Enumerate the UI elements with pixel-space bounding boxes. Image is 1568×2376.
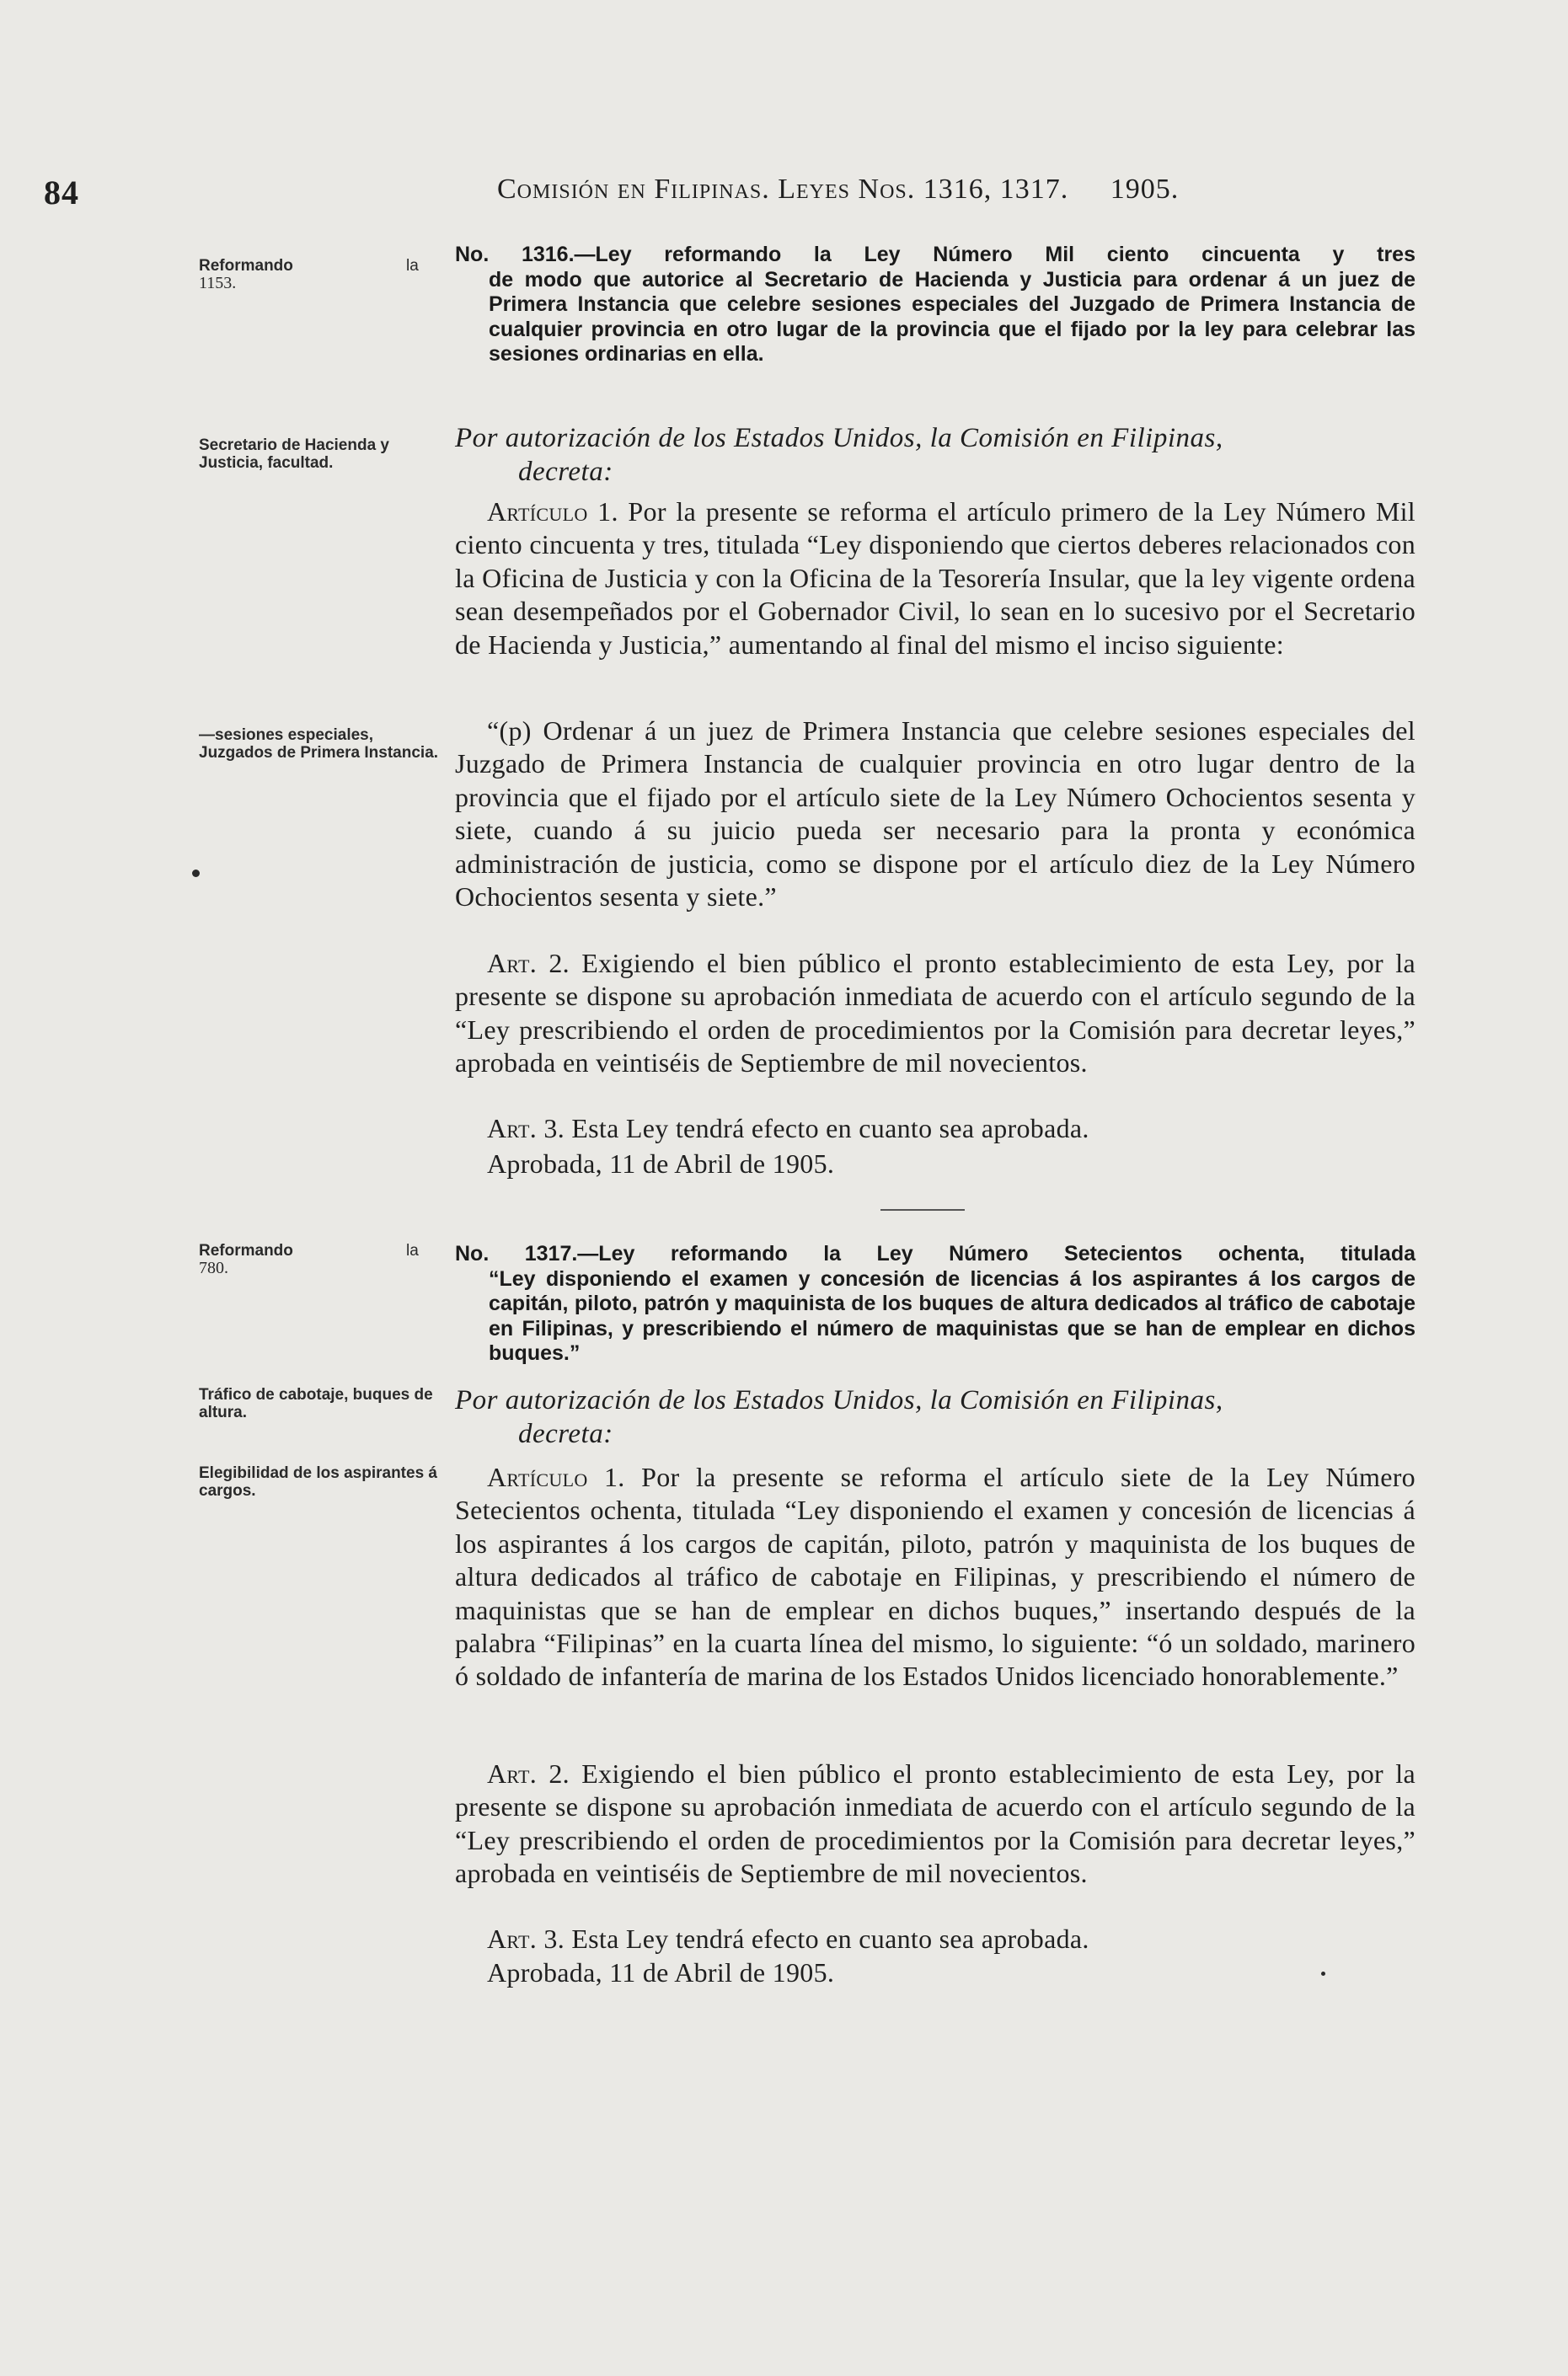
article-label: Art. 3. (487, 1924, 565, 1954)
decreta-label: decreta: (518, 457, 613, 487)
article-3-1316 (455, 1112, 1415, 1145)
article-1-1316 (455, 495, 1415, 661)
article-text: Por la presente se reforma el artículo primero de la Ley Número Mil ciento cincuenta y tres, titulada “Ley disponiendo que ciertos deberes relacionados con la Oficina de Justicia y con la Oficina de la Tesorería Insular, que la ley vigente ordena sean desempeñados por el Gobernador Civil, lo sean en lo sucesivo por el Secretario de Hacienda y Justicia,” aumentando al final del mismo el inciso siguiente: (455, 496, 1415, 660)
article-3-1317 (455, 1923, 1415, 1956)
article-text: Por la presente se reforma el artículo siete de la Ley Número Setecientos ochenta, titulada “Ley disponiendo el examen y concesión de licencias á los aspirantes á los cargos de capitán, piloto, patrón y maquinista de los buques de altura dedicados al tráfico de cabotaje en Filipinas, y prescribiendo el número de maquinistas que se han de emplear en dichos buques,” insertando después de la palabra “Filipinas” en la cuarta línea del mismo, lo siguiente: “ó un soldado, marinero ó soldado de infantería de marina de los Estados Unidos licenciado honorablemente.” (455, 1462, 1415, 1692)
act-title-first-line: No. 1317.—Ley reformando la Ley Número Setecientos ochenta, titulada (455, 1242, 1415, 1266)
margin-note-trafico: Tráfico de cabotaje, buques de altura. (199, 1386, 433, 1421)
article-text: Exigiendo el bien público el pronto establecimiento de esta Ley, por la presente se dispone su aprobación inmediata de acuerdo con el artículo segundo de la “Ley prescribiendo el orden de procedimientos por la Comisión para decretar leyes,” aprobada en veintiséis de Septiembre de mil novecientos. (455, 948, 1415, 1078)
margin-reform-code: 780. (199, 1259, 228, 1277)
margin-note-elegibilidad: Elegibilidad de los aspirantes á cargos. (199, 1464, 437, 1500)
article-label: Art. 2. (487, 948, 570, 978)
scan-speck (192, 870, 200, 877)
page-number: 84 (44, 174, 79, 211)
act-title-body: de modo que autorice al Secretario de Hacienda y Justicia para ordenar á un juez de Primera Instancia que celebre sesiones especiales del Juzgado de Primera Instancia de cualquier provincia en otro lugar de la provincia que el fijado por la ley para celebrar las sesiones ordinarias en ella. (489, 267, 1415, 366)
enacting-clause-1317 (455, 1383, 1415, 1451)
act-title-1316 (455, 243, 1415, 367)
section-divider (880, 1209, 965, 1211)
running-head-year: 1905. (1110, 174, 1180, 205)
running-head (497, 174, 1179, 206)
decreta-label: decreta: (518, 1419, 613, 1449)
article-2-1316 (455, 947, 1415, 1080)
margin-note-secretario: Secretario de Hacienda y Justicia, facultad. (199, 436, 389, 472)
approval-date-1317: Aprobada, 11 de Abril de 1905. (487, 1957, 835, 1988)
article-label: Artículo 1. (487, 496, 618, 527)
running-head-title: Comisión en Filipinas. Leyes Nos. 1316, 1317. (497, 174, 1069, 205)
scan-speck (1321, 1972, 1325, 1976)
article-text: Esta Ley tendrá efecto en cuanto sea aprobada. (571, 1924, 1089, 1954)
act-title-first-line: No. 1316.—Ley reformando la Ley Número Mil ciento cincuenta y tres (455, 243, 1415, 266)
article-1-1317 (455, 1461, 1415, 1694)
margin-reform-la: la (406, 257, 419, 275)
act-title-1317 (455, 1242, 1415, 1367)
margin-reform-code: 1153. (199, 274, 237, 292)
margin-note-sesiones: —sesiones especiales, Juzgados de Primera Instancia. (199, 726, 439, 762)
approval-date-1316: Aprobada, 11 de Abril de 1905. (487, 1148, 835, 1179)
article-2-1317 (455, 1758, 1415, 1891)
article-text: Esta Ley tendrá efecto en cuanto sea aprobada. (571, 1113, 1089, 1143)
article-label: Art. 2. (487, 1758, 570, 1789)
margin-note-reformando-1317 (199, 1242, 443, 1277)
margin-note-reformando-1316 (199, 257, 443, 292)
margin-reform-label: Reformando (199, 257, 293, 275)
margin-reform-label: Reformando (199, 1242, 293, 1260)
enacting-clause-1316 (455, 421, 1415, 489)
inciso-p: “(p) Ordenar á un juez de Primera Instancia que celebre sesiones especiales del Juzgado de Primera Instancia de cualquier provincia en otro lugar dentro de la provincia que el fijado por el artículo siete de la Ley Número Ochocientos sesenta y siete, cuando á su juicio pueda ser necesario para la pronta y económica administración de justicia, como se dispone por el artículo diez de la Ley Número Ochocientos sesenta y siete.” (455, 715, 1415, 912)
article-label: Artículo 1. (487, 1462, 625, 1492)
margin-reform-la: la (406, 1242, 419, 1260)
act-title-body: “Ley disponiendo el examen y concesión de licencias á los aspirantes á los cargos de capitán, piloto, patrón y maquinista de los buques de altura dedicados al tráfico de cabotaje en Filipinas, y prescribiendo el número de maquinistas que se han de emplear en dichos buques.” (489, 1266, 1415, 1365)
enacting-text: Por autorización de los Estados Unidos, la Comisión en Filipinas, (455, 1385, 1223, 1415)
article-text: Exigiendo el bien público el pronto establecimiento de esta Ley, por la presente se dispone su aprobación inmediata de acuerdo con el artículo segundo de la “Ley prescribiendo el orden de procedimientos por la Comisión para decretar leyes,” aprobada en veintiséis de Septiembre de mil novecientos. (455, 1758, 1415, 1889)
article-label: Art. 3. (487, 1113, 565, 1143)
enacting-text: Por autorización de los Estados Unidos, la Comisión en Filipinas, (455, 423, 1223, 453)
